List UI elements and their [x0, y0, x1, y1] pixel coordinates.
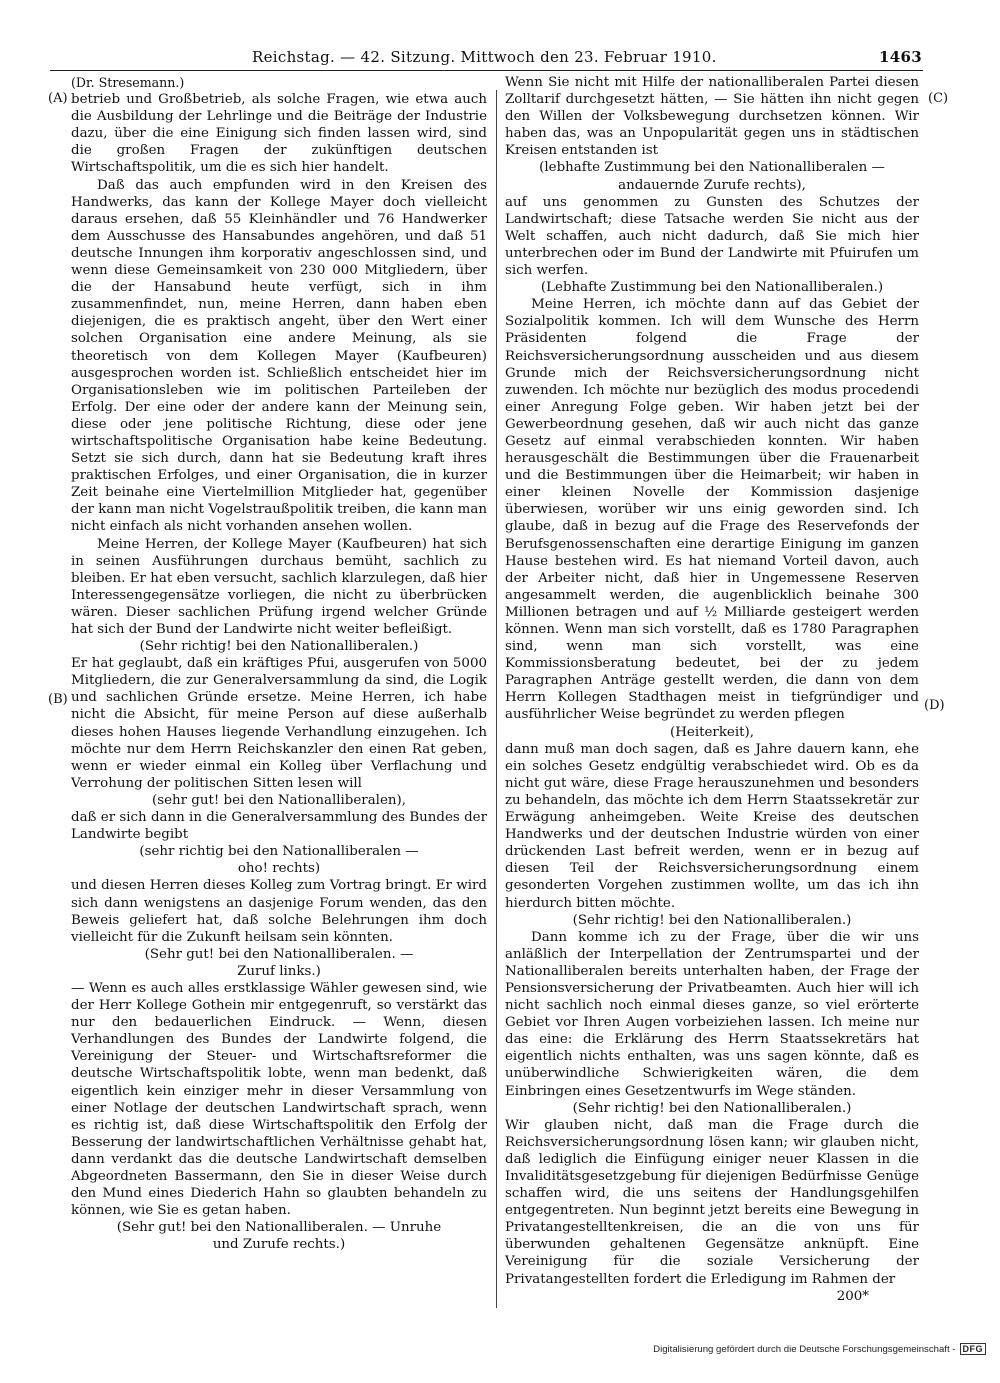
paragraph: und diesen Herren dieses Kolleg zum Vortrag bringt. Er wird sich dann wenigstens an dasjenige Forum wenden, das den Beweis geliefert hat, daß solche Belehrungen ihm doch vielleicht für die Zukunft heilsam sein könnten.	[71, 878, 487, 945]
reaction: (Sehr gut! bei den Nationalliberalen. — Unruhe	[116, 1220, 442, 1236]
margin-marker-b: (B)	[48, 692, 68, 707]
paragraph: Meine Herren, der Kollege Mayer (Kaufbeuren) hat sich in seinen Ausführungen durchaus bemüht, sachlich zu bleiben. Er hat eben versucht, sachlich klarzulegen, daß hier Interessengegensätze vorliegen, die nicht zu überbrücken wären. Dieser sachlichen Prüfung irgend welcher Gründe hat sich der Bund der Landwirte nicht weiter befleißigt.	[71, 536, 487, 637]
header-rule	[50, 70, 923, 71]
running-title: Reichstag. — 42. Sitzung. Mittwoch den 23. Februar 1910.	[252, 48, 717, 66]
paragraph: daß er sich dann in die Generalversammlung des Bundes der Landwirte begibt	[71, 810, 487, 843]
reaction: (sehr richtig bei den Nationalliberalen —	[139, 844, 419, 860]
paragraph: dann muß man doch sagen, daß es Jahre dauern kann, ehe ein solches Gesetz endgültig verabschiedet wird. Ob es da nicht gut wäre, diese Frage herauszunehmen und besonders zu behandeln, das möchte ich dem Herrn Staatssekretär zur Erwägung anheimgeben. Weite Kreise des deutschen Handwerks und der deutschen Industrie würden von einer drückenden Last befreit werden, wenn er in bezug auf diesen Teil der Reichsversicherungsordnung einem gesonderten Vorgehen zustimmen wollte, um das ich ihn hierdurch bitten möchte.	[505, 741, 919, 911]
paragraph: auf uns genommen zu Gunsten des Schutzes der Landwirtschaft; diese Tatsache werden Sie nicht aus der Welt schaffen, auch nicht dadurch, daß Sie mich hier unterbrechen oder im Bund der Landwirte mit Pfuirufen um sich werfen.	[505, 194, 919, 279]
reaction: oho! rechts)	[237, 861, 321, 877]
paragraph: Meine Herren, ich möchte dann auf das Gebiet der Sozialpolitik kommen. Ich will dem Wunsche des Herrn Präsidenten folgend die Frage der Reichsversicherungsordnung ausscheiden und aus diesem Grunde mich der Reichsversicherungsordnung nicht zuwenden. Ich möchte nur bezüglich des modus procedendi einer Anregung Folge geben. Wir haben jetzt bei der Gewerbeordnung gesehen, daß wir auch nicht das ganze Gesetz auf einmal verabschieden konnten. Wir haben herausgeschält die Bestimmungen über die Frauenarbeit und die Bestimmungen über die Heimarbeit; wir haben in einer kleinen Novelle der Kommission dasjenige überwiesen, worüber wir uns einig geworden sind. Ich glaube, daß in bezug auf die Frage des Reservefonds der Berufsgenossenschaften eine derartige Einigung im ganzen Hause bestehen wird. Es hat niemand Vorteil davon, auch der Arbeiter nicht, daß hier in Ungemessene Reserven angesammelt werden, die augenblicklich beinahe 300 Millionen betragen und auf ½ Milliarde gesteigert werden können. Wenn man sich vorstellt, daß es 1780 Paragraphen sind, wenn man sich vorstellt, was eine Kommissionsberatung bedeutet, bei der zu jedem Paragraphen Anträge gestellt werden, die dann von dem Herrn Kollegen Stadthagen meist in tiefgründiger und ausführlicher Weise begründet zu werden pflegen	[505, 297, 919, 723]
paragraph: Wir glauben nicht, daß man die Frage durch die Reichsversicherungsordnung lösen kann; wir glauben nicht, daß lediglich die Einfügung einiger neuer Klassen in die Invaliditätsgesetzgebung für diejenigen Bedürfnisse Genüge schaffen wird, die uns seitens der Handlungsgehilfen entgegentreten. Nun beginnt jetzt bereits eine Bewegung in Privatangestelltenkreisen, die an die von uns für überwunden gehaltenen Gegensätze anknüpft. Eine Vereinigung für die soziale Versicherung der Privatangestellten fordert die Erledigung im Rahmen der	[505, 1117, 919, 1287]
reaction: (Lebhafte Zustimmung bei den Nationalliberalen.)	[540, 280, 884, 296]
running-header	[252, 48, 922, 70]
margin-marker-c: (C)	[928, 91, 949, 106]
reaction: (Sehr richtig! bei den Nationalliberalen.)	[139, 639, 419, 655]
reaction: Zuruf links.)	[237, 963, 321, 979]
reaction: (lebhafte Zustimmung bei den Nationalliberalen —	[539, 160, 885, 176]
digitization-credit	[600, 1343, 986, 1361]
reaction: (Sehr richtig! bei den Nationalliberalen.)	[572, 912, 852, 928]
paragraph: Daß das auch empfunden wird in den Kreisen des Handwerks, das kann der Kollege Mayer doch vielleicht daraus ersehen, daß 55 Kleinhändler und 76 Handwerker dem Ausschusse des Hansabundes angehören, und daß 51 deutsche Innungen ihm korporativ angeschlossen sind, und wenn diese Gemeinsamkeit von 230 000 Mitgliedern, über die der Hansabund heute verfügt, sich in ihm zusammenfindet, nun, meine Herren, dann haben eben diejenigen, die es praktisch angeht, über den Wert einer solchen Organisation eine andere Meinung, als sie theoretisch von dem Kollegen Mayer (Kaufbeuren) ausgesprochen worden ist. Schließlich entscheidet hier im Organisationsleben wie im politischen Parteileben der Erfolg. Der eine oder der andere kann der Meinung sein, diese oder jene politische Richtung, diese oder jene wirtschaftspolitische Organisation habe keine Bedeutung. Setzt sie sich durch, dann hat sie Bedeutung kraft ihres praktischen Erfolges, und einer Organisation, die in kurzer Zeit beinahe eine Viertelmillion Mitglieder hat, gegenüber der kann man nicht Vogelstraußpolitik treiben, die kann man nicht einfach als nicht vorhanden ansehen wollen.	[71, 177, 487, 535]
reaction: (Sehr richtig! bei den Nationalliberalen.)	[572, 1100, 852, 1116]
paragraph: — Wenn es auch alles erstklassige Wähler gewesen sind, wie der Herr Kollege Gothein mir entgegenruft, so verstärkt das nur den bedauerlichen Eindruck. — Wenn, diesen Verhandlungen des Bundes der Landwirte folgend, die Vereinigung der Steuer- und Wirtschaftsreformer die deutsche Wirtschaftspolitik lobte, wenn man bedenkt, daß eigentlich kein einziger mehr in dieser Versammlung von einer Notlage der deutschen Landwirtschaft sprach, wenn es richtig ist, daß diese Wirtschaftspolitik den Erfolg der Besserung der landwirtschaftlichen Verhältnisse gehabt hat, dann verdankt das die deutsche Landwirtschaft demselben Abgeordneten Bassermann, den Sie in dieser Weise durch den Mund eines Diederich Hahn so glaubten behandeln zu können, wie Sie es getan haben.	[71, 980, 487, 1219]
reaction: (sehr gut! bei den Nationalliberalen),	[151, 792, 406, 808]
paragraph: betrieb und Großbetrieb, als solche Fragen, wie etwa auch die Ausbildung der Lehrlinge und die Beiträge der Industrie dazu, über die eine Einigung sich finden lassen wird, sind die großen Fragen der zukünftigen deutschen Wirtschaftspolitik, um die es sich hier handelt.	[71, 92, 487, 176]
left-column	[71, 74, 487, 1314]
dfg-logo: DFG	[960, 1343, 987, 1355]
paragraph: Wenn Sie nicht mit Hilfe der nationalliberalen Partei diesen Zolltarif durchgesetzt hätten, — Sie hätten ihn nicht gegen den Willen der Volksbewegung durchsetzen können. Wir haben das, was an Unpopularität gegen uns in städtischen Kreisen entstanden ist	[505, 75, 919, 159]
reaction: (Heiterkeit),	[670, 724, 754, 740]
reaction: und Zurufe rechts.)	[212, 1237, 346, 1253]
column-divider	[496, 90, 497, 1308]
signature-mark: 200*	[836, 1288, 869, 1304]
right-column	[505, 74, 919, 1314]
paragraph: Er hat geglaubt, daß ein kräftiges Pfui, ausgerufen von 5000 Mitgliedern, die zur Generalversammlung da sind, die Logik und sachlichen Gründe ersetze. Meine Herren, ich habe nicht die Absicht, für meine Person auf diese außerhalb dieses hohen Hauses liegende Verhandlung einzugehen. Ich möchte nur dem Herrn Reichskanzler den einen Rat geben, wenn er wieder einmal ein Kolleg über Verflachung und Verrohung der politischen Sitten lesen will	[71, 656, 487, 791]
page-number: 1463	[879, 48, 922, 66]
margin-marker-a: (A)	[48, 91, 68, 106]
speaker-label: (Dr. Stresemann.)	[71, 75, 185, 90]
reaction: andauernde Zurufe rechts),	[618, 177, 806, 193]
paragraph: Dann komme ich zu der Frage, über die wir uns anläßlich der Interpellation der Zentrumspartei und der Nationalliberalen bereits unterhalten haben, der Frage der Pensionsversicherung der Privatbeamten. Auch hier will ich nicht sachlich noch einmal dieses ganze, so viel erörterte Gebiet vor Ihren Augen vorbeiziehen lassen. Ich meine nur das eine: die Erklärung des Herrn Staatssekretärs hat eigentlich nichts enthalten, was uns sagen könnte, daß es unüberwindliche Schwierigkeiten wären, die dem Einbringen eines Gesetzentwurfs im Wege ständen.	[505, 929, 919, 1099]
credit-text: Digitalisierung gefördert durch die Deutsche Forschungsgemeinschaft -	[653, 1344, 956, 1355]
reaction: (Sehr gut! bei den Nationalliberalen. —	[144, 946, 414, 962]
margin-marker-d: (D)	[924, 698, 945, 713]
